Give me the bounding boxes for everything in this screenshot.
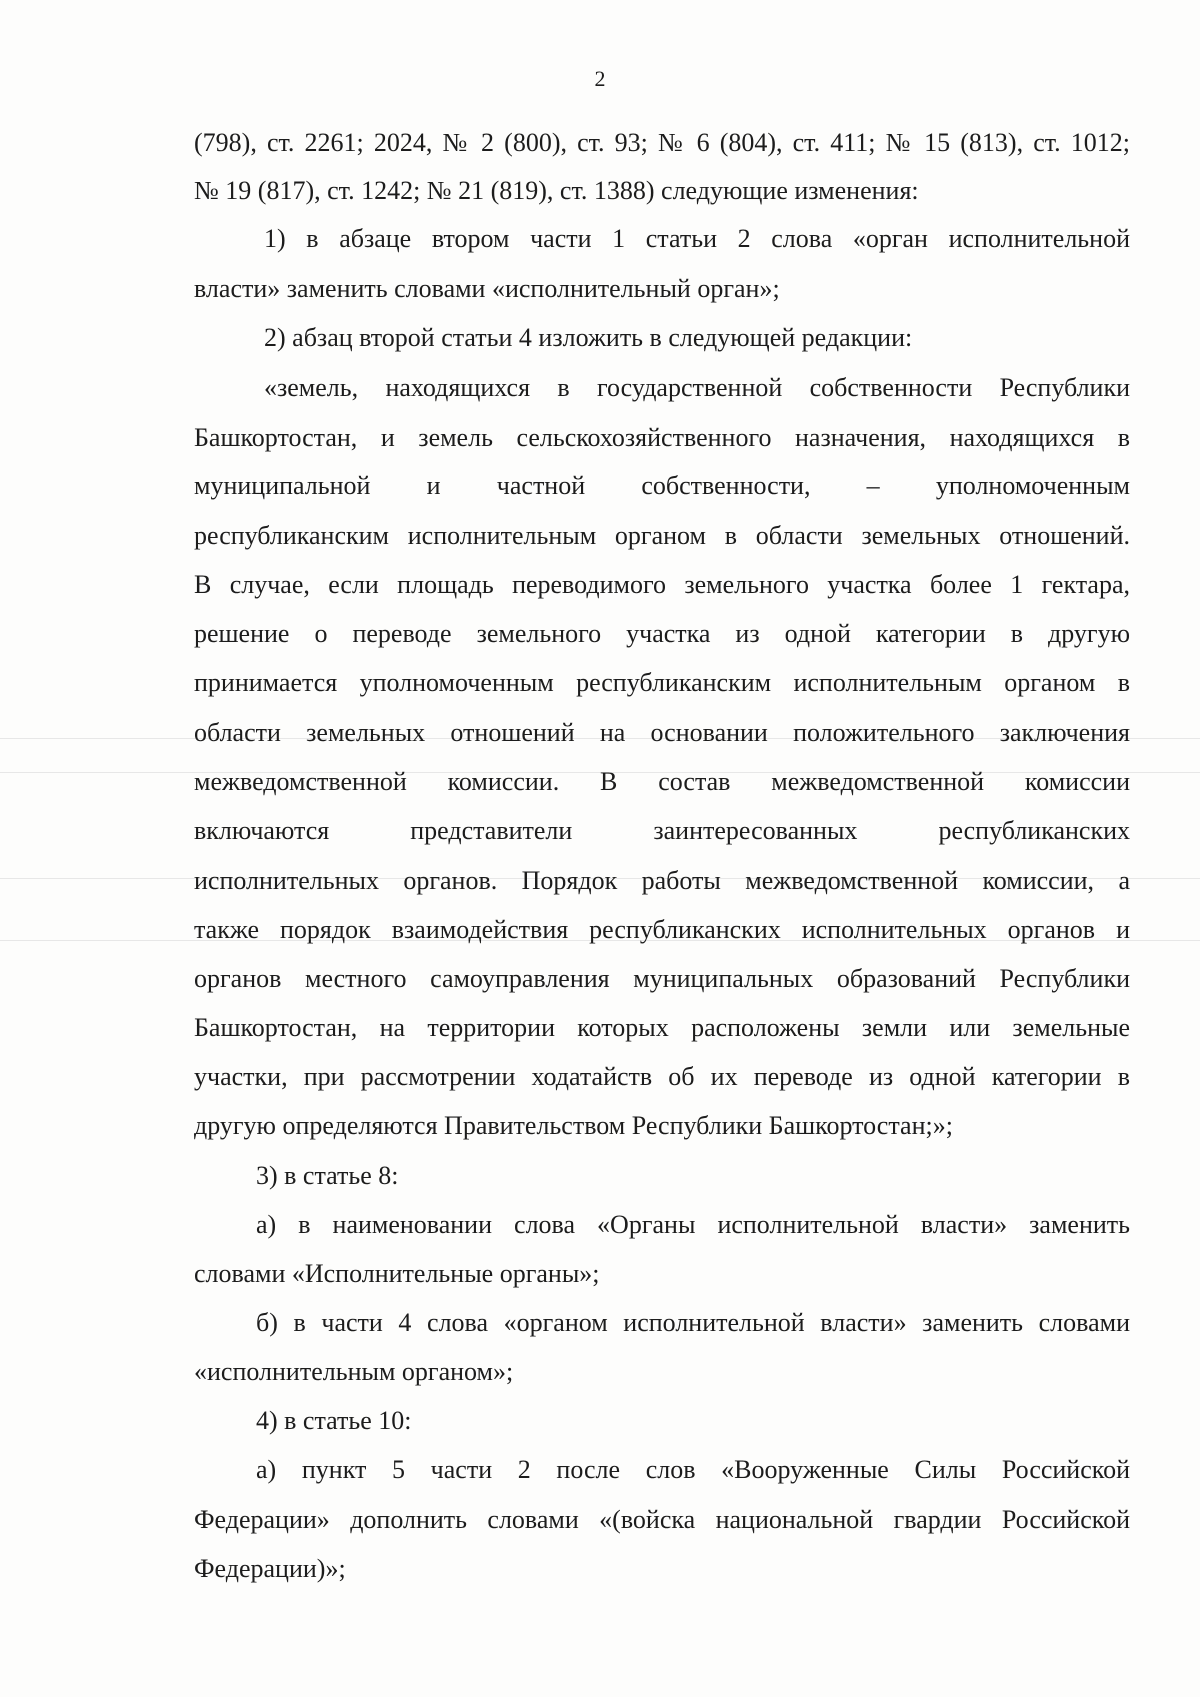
text-line: а) в наименовании слова «Органы исполнительной власти» заменить [256, 1210, 1130, 1239]
text-line: а) пункт 5 части 2 после слов «Вооруженные Силы Российской [256, 1455, 1130, 1484]
text-line: Федерации» дополнить словами «(войска национальной гвардии Российской [194, 1505, 1130, 1534]
text-line: (798), ст. 2261; 2024, № 2 (800), ст. 93; № 6 (804), ст. 411; № 15 (813), ст. 1012; [194, 128, 1130, 157]
text-line: 2) абзац второй статьи 4 изложить в следующей редакции: [264, 323, 913, 352]
text-line: включаются представители заинтересованных республиканских [194, 816, 1130, 845]
text-line: б) в части 4 слова «органом исполнительной власти» заменить словами [256, 1308, 1130, 1337]
text-line: решение о переводе земельного участка из одной категории в другую [194, 619, 1130, 648]
text-line: № 19 (817), ст. 1242; № 21 (819), ст. 1388) следующие изменения: [194, 176, 919, 205]
text-line: муниципальной и частной собственности, – уполномоченным [194, 471, 1130, 500]
text-line: 4) в статье 10: [256, 1406, 412, 1435]
text-line: Федерации)»; [194, 1554, 346, 1583]
text-line: принимается уполномоченным республиканским исполнительным органом в [194, 668, 1130, 697]
text-line: республиканским исполнительным органом в области земельных отношений. [194, 521, 1130, 550]
text-line: Башкортостан, и земель сельскохозяйственного назначения, находящихся в [194, 423, 1130, 452]
text-line: другую определяются Правительством Республики Башкортостан;»; [194, 1111, 953, 1140]
text-line: органов местного самоуправления муниципальных образований Республики [194, 964, 1130, 993]
text-line: словами «Исполнительные органы»; [194, 1259, 600, 1288]
text-line: «земель, находящихся в государственной собственности Республики [264, 373, 1130, 402]
text-line: Башкортостан, на территории которых расположены земли или земельные [194, 1013, 1130, 1042]
text-line: исполнительных органов. Порядок работы межведомственной комиссии, а [194, 866, 1130, 895]
text-line: В случае, если площадь переводимого земельного участка более 1 гектара, [194, 570, 1130, 599]
page-number: 2 [594, 66, 606, 91]
text-line: власти» заменить словами «исполнительный орган»; [194, 274, 780, 303]
text-line: «исполнительным органом»; [194, 1357, 514, 1386]
text-line: участки, при рассмотрении ходатайств об их переводе из одной категории в [194, 1062, 1130, 1091]
text-line: области земельных отношений на основании положительного заключения [194, 718, 1130, 747]
text-line: 1) в абзаце втором части 1 статьи 2 слова «орган исполнительной [264, 224, 1130, 253]
text-line: межведомственной комиссии. В состав межведомственной комиссии [194, 767, 1130, 796]
text-line: 3) в статье 8: [256, 1161, 399, 1190]
text-line: также порядок взаимодействия республиканских исполнительных органов и [194, 915, 1130, 944]
